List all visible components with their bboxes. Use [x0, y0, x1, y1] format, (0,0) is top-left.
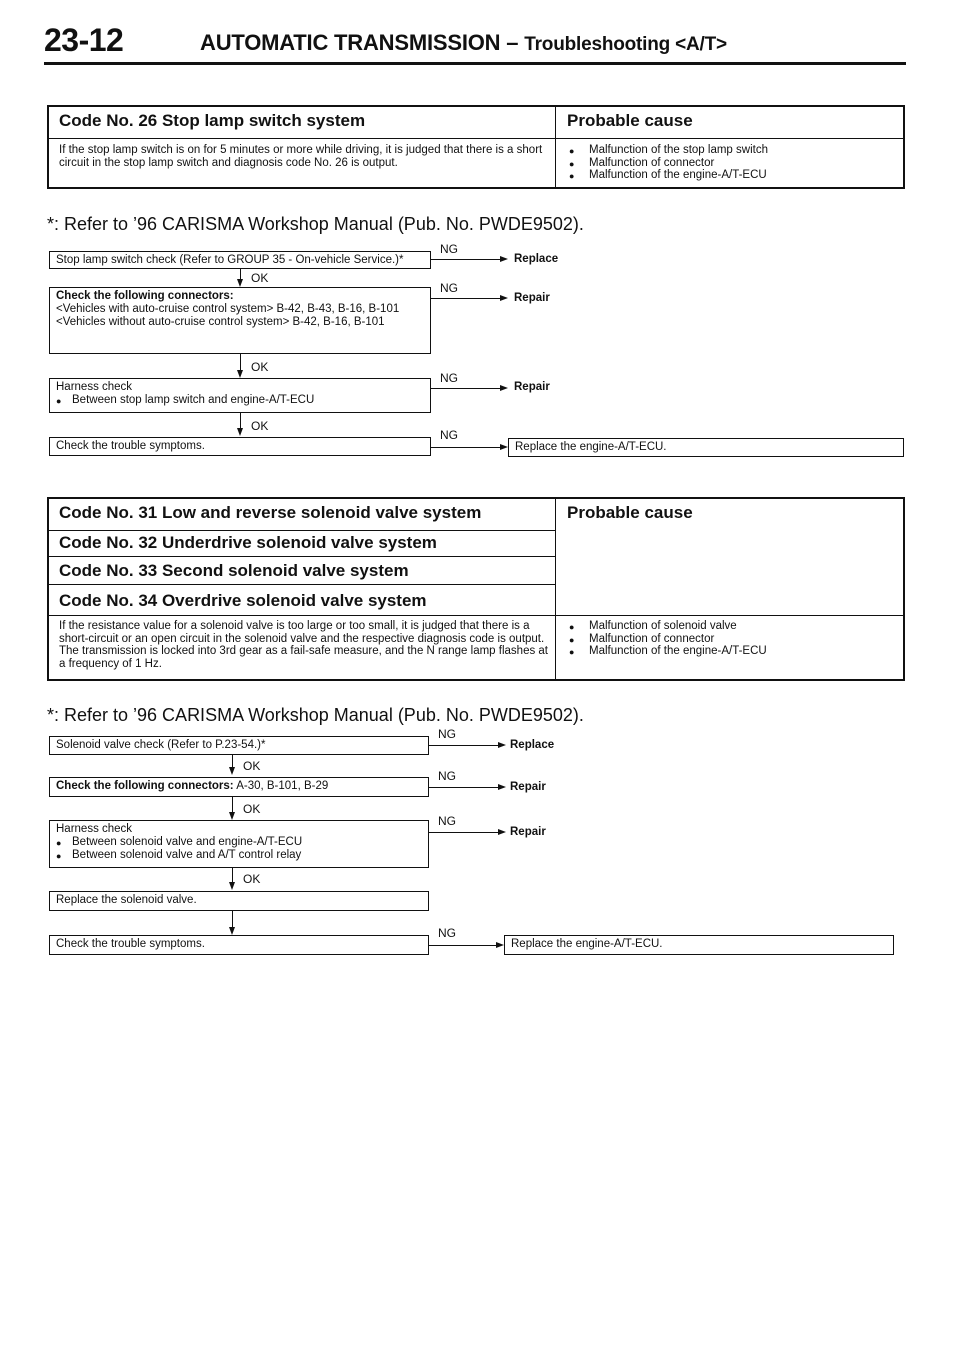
flow26-step3 — [49, 378, 431, 413]
cause-item: ● Malfunction of solenoid valve — [567, 620, 897, 633]
code26-title: Code No. 26 Stop lamp switch system — [59, 111, 366, 130]
ng-label: NG — [440, 371, 458, 385]
ok-label: OK — [251, 360, 269, 374]
code31-table — [47, 497, 905, 681]
ng-label: NG — [440, 281, 458, 295]
flow31-step5-ng-action: Replace the engine-A/T-ECU. — [504, 935, 894, 955]
cause-item: ● Malfunction of the engine-A/T-ECU — [567, 169, 897, 182]
flow26-step1: Stop lamp switch check (Refer to GROUP 35 - On-vehicle Service.)* — [49, 251, 431, 269]
flow31-step2-ng-action: Repair — [510, 781, 546, 793]
cause-item: ● Malfunction of the engine-A/T-ECU — [567, 645, 897, 658]
cause-item: ● Malfunction of connector — [567, 157, 897, 170]
ng-label: NG — [438, 727, 456, 741]
ok-label: OK — [251, 419, 269, 433]
code31-refer-note: *: Refer to ’96 CARISMA Workshop Manual (Pub. No. PWDE9502). — [47, 705, 584, 725]
flow31-step3-title: Harness check — [56, 823, 133, 835]
flow31-step3 — [49, 820, 429, 868]
flow31-step2 — [49, 777, 429, 797]
flow26-step3-bullet: ● Between stop lamp switch and engine-A/T-ECU — [56, 394, 424, 407]
ok-label: OK — [243, 759, 261, 773]
ng-label: NG — [438, 926, 456, 940]
ng-label: NG — [440, 428, 458, 442]
page-title — [200, 30, 727, 56]
code26-description: If the stop lamp switch is on for 5 minutes or more while driving, it is judged that there is a short circuit in the stop lamp switch and diagnosis code No. 26 is output. — [59, 144, 543, 169]
code26-refer-note: *: Refer to ’96 CARISMA Workshop Manual (Pub. No. PWDE9502). — [47, 214, 584, 234]
ok-label: OK — [243, 872, 261, 886]
title-sub: Troubleshooting <A/T> — [524, 34, 727, 55]
flow31-step3-ng-action: Repair — [510, 826, 546, 838]
ng-label: NG — [438, 814, 456, 828]
flow31-step1: Solenoid valve check (Refer to P.23-54.)* — [49, 736, 429, 755]
flow26-step2-ng-action: Repair — [514, 292, 550, 304]
code31-description: If the resistance value for a solenoid valve is too large or too small, it is judged that there is a short-circuit or an open circuit in the solenoid valve and the respective diagnosis code is output. The transmission is locked into 3rd gear as a fail-safe measure, and the N range lamp flashes at a frequency of 1 Hz. — [59, 620, 548, 670]
code31-title: Code No. 31 Low and reverse solenoid valve system — [59, 503, 482, 522]
code32-title: Code No. 32 Underdrive solenoid valve system — [59, 533, 437, 552]
code34-title: Code No. 34 Overdrive solenoid valve system — [59, 591, 427, 610]
flow26-step3-ng-action: Repair — [514, 381, 550, 393]
cause-item: ● Malfunction of the stop lamp switch — [567, 144, 897, 157]
ng-label: NG — [438, 769, 456, 783]
code26-table — [47, 105, 905, 189]
flow31-step5: Check the trouble symptoms. — [49, 935, 429, 955]
ok-label: OK — [243, 802, 261, 816]
header-rule — [44, 62, 906, 65]
ng-label: NG — [440, 242, 458, 256]
flow26-step4-ng-action: Replace the engine-A/T-ECU. — [508, 438, 904, 457]
flow26-step2 — [49, 287, 431, 354]
title-main: AUTOMATIC TRANSMISSION — [200, 30, 501, 55]
flow31-step1-ng-action: Replace — [510, 739, 555, 751]
code26-cause-list — [567, 144, 897, 182]
code26-cause-header: Probable cause — [567, 111, 693, 130]
ok-label: OK — [251, 271, 269, 285]
code31-cause-list — [567, 620, 897, 658]
flow31-step2-title: Check the following connectors: — [56, 780, 234, 792]
flow26-step2-text: <Vehicles with auto-cruise control system> B-42, B-43, B-16, B-101 <Vehicles without auto-cruise control system> B-42, B-16, B-101 — [56, 303, 400, 328]
flow31-step3-bullet: ● Between solenoid valve and engine-A/T-ECU — [56, 836, 422, 849]
flow26-step3-title: Harness check — [56, 381, 133, 393]
code33-title: Code No. 33 Second solenoid valve system — [59, 561, 409, 580]
flow31-step3-bullet: ● Between solenoid valve and A/T control relay — [56, 849, 422, 862]
flow26-step4: Check the trouble symptoms. — [49, 437, 431, 456]
flow26-step2-title: Check the following connectors: — [56, 290, 234, 302]
title-dash: – — [506, 30, 519, 55]
page-number: 23-12 — [44, 22, 124, 58]
code31-cause-header: Probable cause — [567, 503, 693, 522]
flow26-step1-ng-action: Replace — [514, 253, 559, 265]
cause-item: ● Malfunction of connector — [567, 633, 897, 646]
flow31-step2-text: A-30, B-101, B-29 — [236, 780, 329, 792]
flow31-step4: Replace the solenoid valve. — [49, 891, 429, 911]
